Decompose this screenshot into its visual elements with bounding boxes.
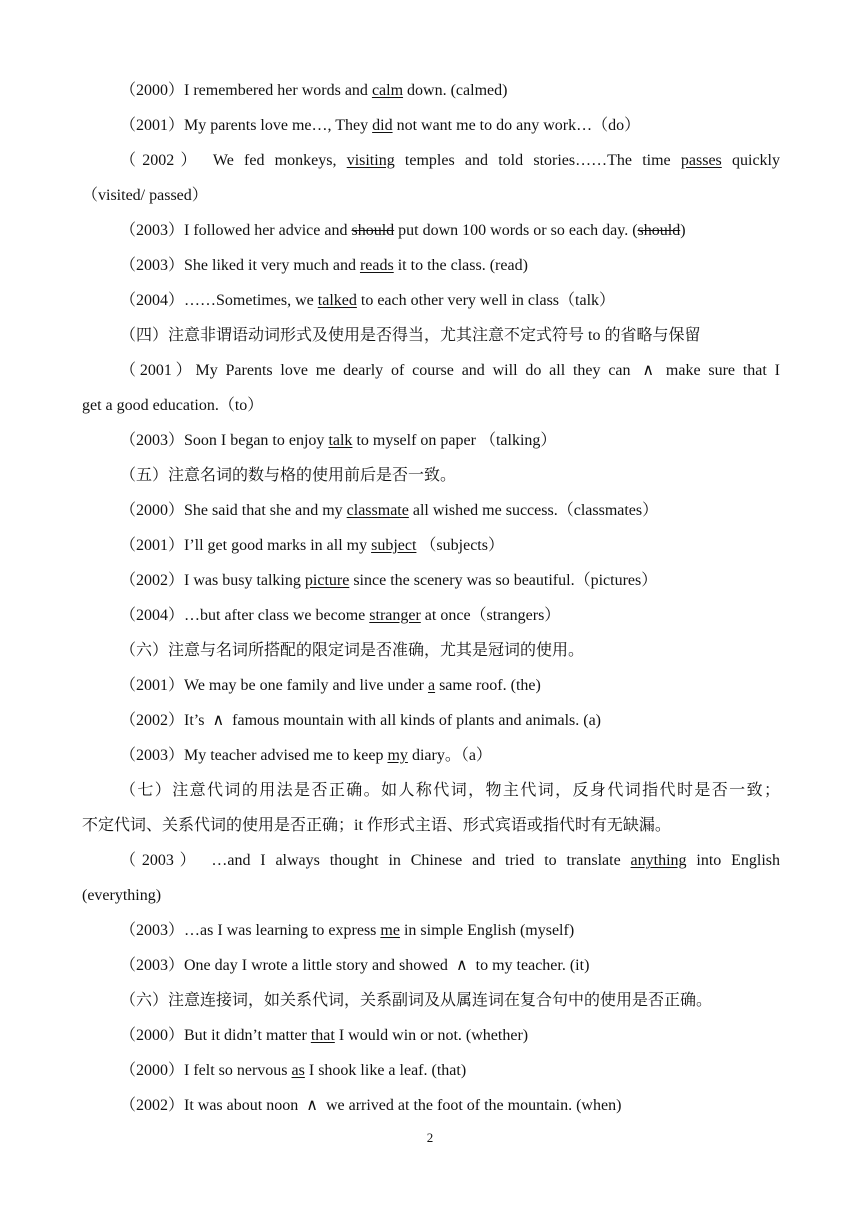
text-segment: （2002）I was busy talking: [120, 572, 305, 589]
text-segment: in simple English (myself): [399, 922, 575, 939]
text-line: [120, 326, 780, 346]
text-line: [82, 396, 780, 416]
text-line: [120, 221, 780, 241]
text-segment: 不定代词、关系代词的使用是否正确；it 作形式主语、形式宾语或指代时有无缺漏。: [82, 817, 671, 834]
text-segment: （2003）She liked it very much and: [120, 257, 360, 274]
underlined-error-word: me: [380, 922, 400, 939]
insertion-caret: ∧: [455, 957, 468, 974]
text-segment: （六）注意连接词，如关系代词，关系副词及从属连词在复合句中的使用是否正确。: [120, 992, 713, 1009]
text-segment: we arrived at the foot of the mountain. (when): [321, 1097, 622, 1114]
text-line: [120, 746, 780, 766]
text-segment: （2001）We may be one family and live under: [120, 677, 428, 694]
text-line: [120, 466, 780, 486]
underlined-error-word: classmate: [346, 502, 409, 519]
underlined-error-word: a: [427, 677, 436, 694]
text-line: [120, 361, 780, 381]
text-segment: （2003） …and I always thought in Chinese and tried to translate: [120, 852, 631, 869]
text-line: [120, 641, 780, 661]
struck-word: should: [637, 222, 681, 239]
text-line: [82, 816, 780, 836]
insertion-caret: ∧: [212, 712, 225, 729]
underlined-error-word: talk: [328, 432, 353, 449]
text-segment: （visited/ passed）: [82, 187, 208, 204]
text-segment: quickly: [721, 152, 780, 169]
text-segment: （七）注意代词的用法是否正确。如人称代词，物主代词，反身代词指代时是否一致；: [120, 782, 780, 799]
text-line: [120, 536, 780, 556]
text-segment: famous mountain with all kinds of plants and animals. (a): [228, 712, 601, 729]
underlined-error-word: passes: [680, 152, 722, 169]
text-segment: （2000）But it didn’t matter: [120, 1027, 311, 1044]
text-segment: （2002）It was about noon: [120, 1097, 303, 1114]
text-segment: （四）注意非谓语动词形式及使用是否得当，尤其注意不定式符号 to 的省略与保留: [120, 327, 701, 344]
text-line: [120, 431, 780, 451]
text-segment: get a good education.（to）: [82, 397, 264, 414]
text-line: [120, 116, 780, 136]
text-segment: （2004）…but after class we become: [120, 607, 370, 624]
text-segment: （2000）I remembered her words and: [120, 82, 372, 99]
text-segment: （五）注意名词的数与格的使用前后是否一致。: [120, 467, 457, 484]
text-line: [120, 571, 780, 591]
text-segment: （2003）Soon I began to enjoy: [120, 432, 329, 449]
text-segment: make sure that I: [658, 362, 780, 379]
text-segment: into English: [686, 852, 781, 869]
text-line: [120, 956, 780, 976]
underlined-error-word: picture: [304, 572, 350, 589]
text-line: [120, 781, 780, 801]
text-segment: it to the class. (read): [393, 257, 528, 274]
text-line: [82, 186, 780, 206]
text-segment: （2003）My teacher advised me to keep: [120, 747, 388, 764]
text-segment: （2001）I’ll get good marks in all my: [120, 537, 372, 554]
text-segment: ): [680, 222, 686, 239]
text-segment: to myself on paper （talking）: [352, 432, 557, 449]
underlined-error-word: that: [310, 1027, 335, 1044]
underlined-error-word: calm: [371, 82, 404, 99]
text-line: [120, 291, 780, 311]
text-line: [120, 81, 780, 101]
text-segment: same roof. (the): [435, 677, 541, 694]
page-number: 2: [426, 1130, 434, 1145]
text-segment: I shook like a leaf. (that): [304, 1062, 467, 1079]
text-segment: （subjects）: [416, 537, 504, 554]
text-segment: I would win or not. (whether): [334, 1027, 529, 1044]
text-segment: at once（strangers）: [420, 607, 561, 624]
text-segment: （2003）…as I was learning to express: [120, 922, 381, 939]
insertion-caret: ∧: [306, 1097, 318, 1114]
underlined-error-word: did: [372, 117, 393, 134]
text-segment: temples and told stories……The time: [394, 152, 681, 169]
underlined-error-word: anything: [630, 852, 687, 869]
text-line: [120, 151, 780, 171]
text-line: [120, 676, 780, 696]
text-segment: （2003）One day I wrote a little story and showed: [120, 957, 452, 974]
text-segment: put down 100 words or so each day. (: [394, 222, 638, 239]
underlined-error-word: visiting: [346, 152, 395, 169]
insertion-caret: ∧: [642, 362, 655, 379]
text-line: [120, 711, 780, 731]
text-segment: since the scenery was so beautiful.（pictures）: [349, 572, 658, 589]
text-segment: （六）注意与名词所搭配的限定词是否准确，尤其是冠词的使用。: [120, 642, 585, 659]
text-line: [120, 1096, 780, 1116]
text-segment: diary。（a）: [407, 747, 492, 764]
text-segment: all wished me success.（classmates）: [408, 502, 659, 519]
text-segment: （2004）……Sometimes, we: [120, 292, 318, 309]
text-segment: (everything): [82, 887, 162, 904]
text-segment: （2000）I felt so nervous: [120, 1062, 292, 1079]
text-segment: （2000）She said that she and my: [120, 502, 347, 519]
text-segment: （2001）My parents love me…, They: [120, 117, 373, 134]
text-line: [120, 256, 780, 276]
text-segment: （2001）My Parents love me dearly of course and will do all they can: [120, 362, 639, 379]
underlined-error-word: my: [387, 747, 408, 764]
text-line: [120, 501, 780, 521]
underlined-error-word: subject: [371, 537, 417, 554]
text-segment: to each other very well in class（talk）: [356, 292, 616, 309]
underlined-error-word: reads: [359, 257, 394, 274]
text-line: [120, 851, 780, 871]
text-segment: not want me to do any work…（do）: [392, 117, 641, 134]
underlined-error-word: stranger: [369, 607, 421, 624]
struck-word: should: [351, 222, 395, 239]
text-line: [120, 991, 780, 1011]
text-segment: down. (calmed): [403, 82, 508, 99]
text-segment: （2002）It’s: [120, 712, 209, 729]
text-line: [120, 1061, 780, 1081]
text-segment: （2002） We fed monkeys,: [120, 152, 347, 169]
text-segment: to my teacher. (it): [471, 957, 590, 974]
text-line: [120, 606, 780, 626]
underlined-error-word: talked: [317, 292, 357, 309]
underlined-error-word: as: [291, 1062, 305, 1079]
text-line: [120, 1026, 780, 1046]
text-line: [120, 921, 780, 941]
text-line: [82, 886, 780, 906]
text-segment: （2003）I followed her advice and: [120, 222, 352, 239]
